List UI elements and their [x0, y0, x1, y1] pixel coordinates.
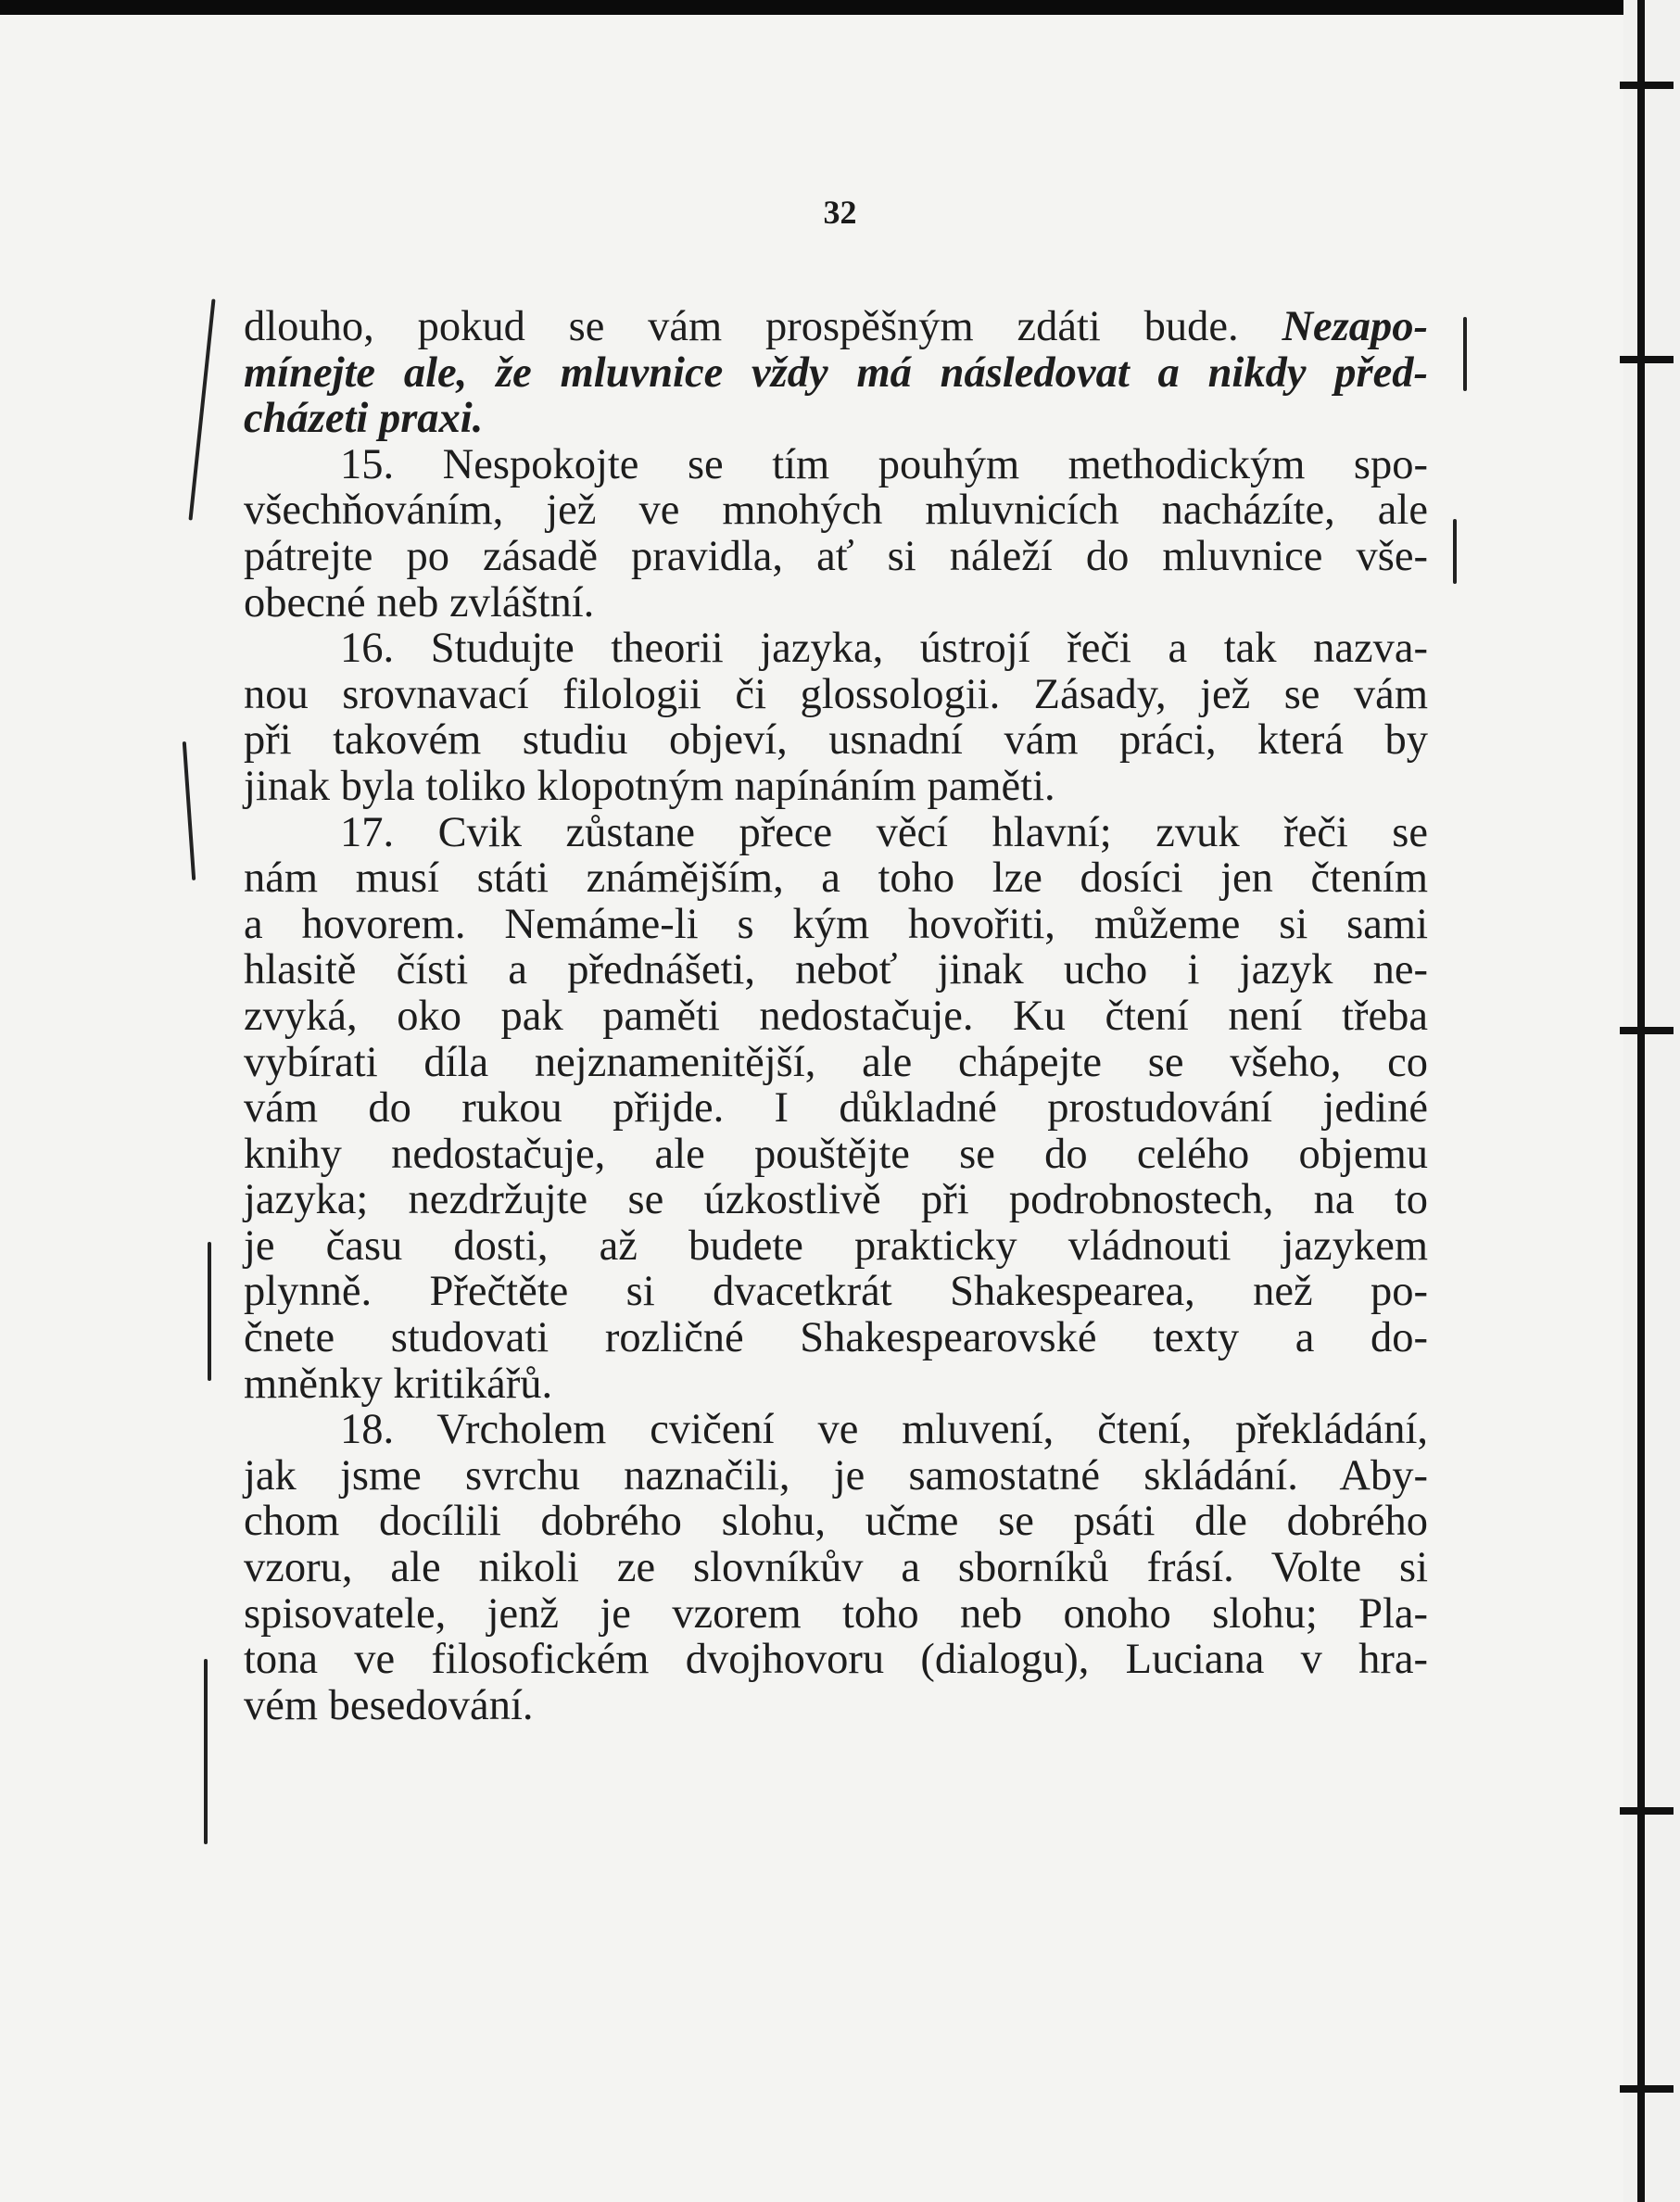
line-text: jinak byla toliko klopotným napínáním paměti. — [244, 762, 1055, 810]
text-line — [244, 487, 1428, 534]
text-line — [244, 1683, 1428, 1729]
line-text: chom docílili dobrého slohu, učme se psáti dle dobrého — [244, 1498, 1428, 1546]
line-text: 18. Vrcholem cvičení ve mluvení, čtení, překládání, — [340, 1406, 1428, 1454]
line-text: je času dosti, až budete prakticky vládnouti jazykem — [244, 1221, 1428, 1270]
paragraph-first-line — [244, 626, 1428, 672]
line-text: vém besedování. — [244, 1681, 534, 1729]
line-text: nám musí státi známějším, a toho lze dosíci jen čtením — [244, 854, 1428, 903]
line-text: pátrejte po zásadě pravidla, ať si náleží do mluvnice vše- — [244, 532, 1428, 580]
line-text: obecné neb zvláštní. — [244, 578, 595, 626]
margin-pencil-mark — [208, 1242, 211, 1381]
line-text: při takovém studiu objeví, usnadní vám práci, která by — [244, 716, 1428, 765]
text-line — [244, 1453, 1428, 1500]
spine-mark — [1620, 82, 1674, 89]
text-line — [244, 1269, 1428, 1315]
spine-mark — [1620, 2085, 1674, 2093]
line-text: mněnky kritikářů. — [244, 1360, 553, 1408]
line-text: a hovorem. Nemáme-li s kým hovořiti, můžeme si sami — [244, 900, 1428, 948]
text-line — [244, 1223, 1428, 1270]
paragraph-first-line — [244, 442, 1428, 488]
line-text: 16. Studujte theorii jazyka, ústrojí řeči a tak nazva- — [340, 625, 1428, 673]
line-text: hlasitě čísti a přednášeti, neboť jinak ucho i jazyk ne- — [244, 946, 1428, 994]
text-line — [244, 1085, 1428, 1132]
text-line — [244, 1315, 1428, 1361]
line-text: vybírati díla nejznamenitější, ale chápejte se všeho, co — [244, 1038, 1428, 1086]
spine-mark — [1620, 1027, 1674, 1034]
margin-pencil-mark — [1463, 317, 1467, 391]
text-line — [244, 1637, 1428, 1683]
text-line — [244, 855, 1428, 902]
text-line — [244, 1545, 1428, 1591]
emphasized-text: mínejte ale, že mluvnice vždy má následovat a nikdy před- — [244, 348, 1428, 397]
book-spine-edge — [1623, 0, 1680, 2202]
line-text: čnete studovati rozličné Shakespearovské texty a do- — [244, 1314, 1428, 1362]
line-text: zvyká, oko pak paměti nedostačuje. Ku čtení není třeba — [244, 992, 1428, 1040]
text-line — [244, 1499, 1428, 1545]
line-text: jazyka; nezdržujte se úzkostlivě při podrobnostech, na to — [244, 1176, 1428, 1224]
line-text: 17. Cvik zůstane přece věcí hlavní; zvuk řeči se — [340, 808, 1428, 856]
text-line — [244, 350, 1428, 397]
line-text: nou srovnavací filologii či glossologii. Zásady, jež se vám — [244, 670, 1428, 718]
line-text: spisovatele, jenž je vzorem toho neb onoho slohu; Pla- — [244, 1589, 1428, 1638]
text-line — [244, 764, 1428, 810]
paragraph-first-line — [244, 810, 1428, 856]
line-text: jak jsme svrchu naznačili, je samostatné skládání. Aby- — [244, 1451, 1428, 1500]
text-line — [244, 396, 1428, 442]
emphasized-text: cházeti praxi. — [244, 395, 484, 443]
text-line — [244, 1132, 1428, 1178]
line-text: vzoru, ale nikoli ze slovníkův a sborníků frásí. Volte si — [244, 1544, 1428, 1592]
margin-pencil-mark — [1453, 519, 1457, 584]
emphasized-text: Nezapo- — [1282, 303, 1428, 350]
spine-mark — [1620, 1807, 1674, 1815]
text-line — [244, 947, 1428, 993]
line-text: všechňováním, jež ve mnohých mluvnicích nacházíte, ale — [244, 487, 1428, 535]
spine-edge-line — [1637, 0, 1645, 2202]
paragraph-first-line — [244, 1407, 1428, 1453]
text-line — [244, 1361, 1428, 1408]
text-line — [244, 534, 1428, 580]
body-text — [244, 304, 1428, 1728]
text-line — [244, 304, 1428, 350]
margin-pencil-mark — [204, 1659, 208, 1844]
text-line — [244, 1591, 1428, 1638]
text-line — [244, 1040, 1428, 1086]
line-text: vám do rukou přijde. I důkladné prostudování jediné — [244, 1084, 1428, 1133]
spine-mark — [1620, 356, 1674, 363]
text-line — [244, 1177, 1428, 1223]
text-line — [244, 672, 1428, 718]
line-text: 15. Nespokojte se tím pouhým methodickým spo- — [340, 440, 1428, 488]
text-line — [244, 717, 1428, 764]
text-line — [244, 580, 1428, 626]
line-text: tona ve filosofickém dvojhovoru (dialogu), Luciana v hra- — [244, 1636, 1428, 1684]
text-line — [244, 902, 1428, 948]
page-number: 32 — [823, 194, 857, 231]
line-text: plynně. Přečtěte si dvacetkrát Shakespearea, než po- — [244, 1268, 1428, 1316]
line-text: knihy nedostačuje, ale pouštějte se do celého objemu — [244, 1130, 1428, 1178]
line-text: dlouho, pokud se vám prospěšným zdáti bude. — [244, 303, 1282, 350]
text-line — [244, 993, 1428, 1040]
